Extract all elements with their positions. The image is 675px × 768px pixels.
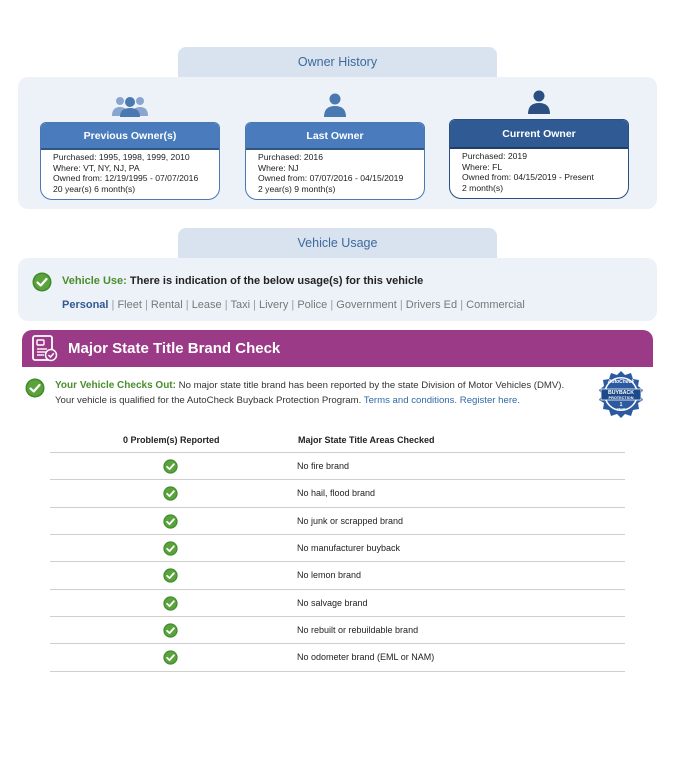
badge-brand: AutoCheck [607, 379, 635, 385]
usage-item: Government [336, 299, 397, 311]
check-icon [25, 378, 45, 403]
usage-separator: | [288, 299, 298, 311]
checks-out-message [55, 379, 564, 408]
badge-years-label: YEAR [616, 407, 626, 412]
area-checked: No odometer brand (EML or NAM) [297, 652, 435, 663]
title-document-icon [32, 335, 58, 367]
vehicle-usage-panel [18, 258, 657, 321]
table-row [50, 643, 625, 670]
check-icon [163, 514, 178, 534]
qualified-text: Your vehicle is qualified for the AutoCheck Buyback Protection Program. [55, 394, 364, 406]
check-icon [163, 541, 178, 561]
table-row [50, 561, 625, 588]
usage-item: Taxi [230, 299, 251, 311]
owner-where: Where: VT, NY, NJ, PA [53, 162, 140, 173]
usage-separator: | [396, 299, 406, 311]
register-link[interactable]: Register here. [459, 394, 521, 406]
usage-separator: | [327, 299, 337, 311]
area-checked: No hail, flood brand [297, 488, 376, 499]
table-row [50, 534, 625, 561]
terms-link[interactable]: Terms and conditions. [363, 394, 458, 406]
badge-line2: PROTECTION [608, 396, 634, 400]
area-checked: No junk or scrapped brand [297, 515, 404, 526]
check-icon [163, 596, 178, 616]
check-icon [163, 486, 178, 506]
group-icon [111, 95, 149, 122]
owner-duration: 20 year(s) 6 month(s) [53, 184, 136, 195]
owner-card [449, 119, 629, 199]
vehicle-use-list [62, 299, 525, 311]
usage-item: Police [297, 299, 328, 311]
owner-purchased: Purchased: 1995, 1998, 1999, 2010 [53, 152, 190, 162]
usage-item: Drivers Ed [405, 299, 458, 311]
owner-duration: 2 month(s) [462, 183, 504, 194]
problems-reported-header: 0 Problem(s) Reported [123, 435, 220, 445]
owner-history-title: Owner History [178, 47, 497, 77]
usage-separator: | [250, 299, 259, 311]
area-checked: No salvage brand [297, 597, 368, 608]
person-icon [323, 93, 347, 122]
usage-item: Rental [150, 299, 183, 311]
area-checked: No rebuilt or rebuildable brand [297, 624, 419, 635]
owner-where: Where: NJ [258, 162, 299, 173]
owner-card-heading: Current Owner [450, 120, 628, 149]
brand-check-header [22, 330, 653, 367]
owner-purchased: Purchased: 2019 [462, 151, 527, 161]
usage-item: Livery [259, 299, 289, 311]
check-icon [163, 568, 178, 588]
badge-line1: BUYBACK [608, 390, 634, 396]
check-icon [163, 459, 178, 479]
usage-separator: | [457, 299, 467, 311]
usage-separator: | [108, 299, 118, 311]
vehicle-usage-title: Vehicle Usage [178, 228, 497, 258]
owner-duration: 2 year(s) 9 month(s) [258, 184, 336, 195]
owner-card-heading: Last Owner [246, 123, 424, 150]
owner-owned-from: Owned from: 04/15/2019 - Present [462, 172, 594, 183]
table-row [50, 589, 625, 616]
usage-item: Lease [191, 299, 222, 311]
owner-card [245, 122, 425, 200]
areas-checked-header: Major State Title Areas Checked [298, 435, 435, 445]
usage-item: Personal [62, 299, 109, 311]
owner-where: Where: FL [462, 161, 503, 172]
badge-years: 1 [619, 402, 623, 408]
usage-separator: | [141, 299, 151, 311]
usage-separator: | [221, 299, 231, 311]
vehicle-use-text: There is indication of the below usage(s) for this vehicle [126, 275, 424, 287]
usage-separator: | [182, 299, 192, 311]
table-row [50, 616, 625, 643]
check-icon [163, 623, 178, 643]
vehicle-use-label: Vehicle Use: [62, 275, 127, 287]
person-icon [527, 90, 551, 119]
usage-item: Commercial [466, 299, 525, 311]
owner-purchased: Purchased: 2016 [258, 152, 323, 162]
area-checked: No fire brand [297, 461, 350, 471]
check-icon [163, 650, 178, 670]
usage-item: Fleet [117, 299, 142, 311]
buyback-protection-badge [597, 370, 645, 423]
checks-out-text: No major state title brand has been reported by the state Division of Motor Vehicles (DMV). [175, 380, 565, 391]
owner-history-panel [18, 77, 657, 209]
owner-card [40, 122, 220, 200]
area-checked: No manufacturer buyback [297, 542, 401, 553]
owner-owned-from: Owned from: 12/19/1995 - 07/07/2016 [53, 173, 199, 184]
brand-check-title: Major State Title Brand Check [68, 340, 281, 357]
check-icon [32, 272, 52, 297]
area-checked: No lemon brand [297, 570, 362, 581]
checks-out-label: Your Vehicle Checks Out: [55, 380, 176, 391]
owner-card-heading: Previous Owner(s) [41, 123, 219, 150]
table-row [50, 507, 625, 534]
table-row [50, 452, 625, 479]
table-row [50, 479, 625, 506]
owner-owned-from: Owned from: 07/07/2016 - 04/15/2019 [258, 173, 404, 184]
table-bottom-divider [50, 671, 625, 672]
